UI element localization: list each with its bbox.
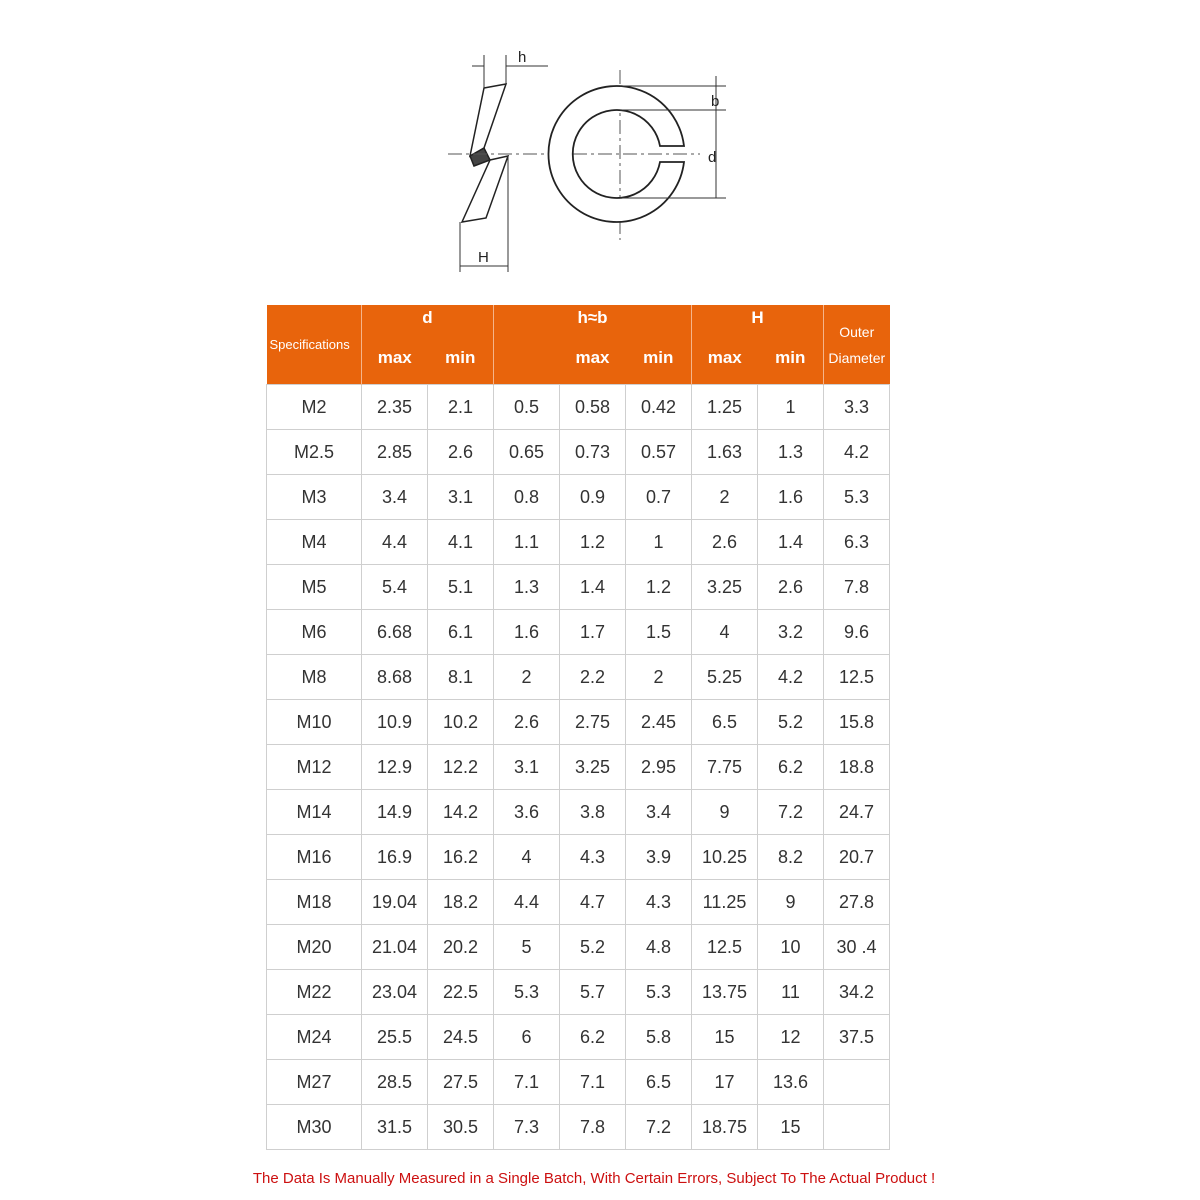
table-cell: 12 (758, 1015, 824, 1060)
table-cell: 7.1 (494, 1060, 560, 1105)
cell-specification: M18 (267, 880, 362, 925)
washer-side-view (462, 84, 508, 222)
table-cell: 8.68 (362, 655, 428, 700)
table-cell: 16.9 (362, 835, 428, 880)
table-cell: 2.45 (626, 700, 692, 745)
table-cell: 7.75 (692, 745, 758, 790)
cell-specification: M2.5 (267, 430, 362, 475)
table-cell: 12.9 (362, 745, 428, 790)
table-cell: 4.2 (824, 430, 890, 475)
table-cell: 5.25 (692, 655, 758, 700)
table-cell: 7.2 (626, 1105, 692, 1150)
table-cell: 8.1 (428, 655, 494, 700)
table-cell: 27.8 (824, 880, 890, 925)
table-cell: 24.5 (428, 1015, 494, 1060)
table-cell: 6.2 (560, 1015, 626, 1060)
cell-specification: M22 (267, 970, 362, 1015)
table-cell: 5.3 (494, 970, 560, 1015)
table-cell: 0.7 (626, 475, 692, 520)
table-cell: 21.04 (362, 925, 428, 970)
table-row (267, 430, 890, 475)
cell-specification: M27 (267, 1060, 362, 1105)
cell-specification: M3 (267, 475, 362, 520)
table-cell: 7.8 (560, 1105, 626, 1150)
table-cell: 3.25 (560, 745, 626, 790)
table-cell: 1.6 (494, 610, 560, 655)
table-row (267, 880, 890, 925)
label-h: h (518, 49, 527, 66)
table-cell: 0.65 (494, 430, 560, 475)
table-row (267, 655, 890, 700)
table-cell: 14.2 (428, 790, 494, 835)
table-cell: 1.63 (692, 430, 758, 475)
table-cell: 1.4 (560, 565, 626, 610)
table-cell: 5.2 (560, 925, 626, 970)
table-cell: 30.5 (428, 1105, 494, 1150)
cell-specification: M30 (267, 1105, 362, 1150)
table-cell: 0.5 (494, 385, 560, 430)
table-cell: 3.1 (428, 475, 494, 520)
cell-specification: M24 (267, 1015, 362, 1060)
table-cell: 0.9 (560, 475, 626, 520)
cell-specification: M16 (267, 835, 362, 880)
table-body (267, 385, 890, 1150)
table-cell: 12.5 (824, 655, 890, 700)
table-cell: 4.1 (428, 520, 494, 565)
table-cell: 2.6 (428, 430, 494, 475)
table-cell: 2.6 (494, 700, 560, 745)
table-cell: 31.5 (362, 1105, 428, 1150)
table-row (267, 1060, 890, 1105)
label-H: H (478, 249, 489, 266)
table-cell: 0.8 (494, 475, 560, 520)
table-cell: 1.1 (494, 520, 560, 565)
table-cell: 1.5 (626, 610, 692, 655)
table-cell: 1.4 (758, 520, 824, 565)
table-cell: 3.4 (626, 790, 692, 835)
table-cell: 13.6 (758, 1060, 824, 1105)
table-cell: 10 (758, 925, 824, 970)
cell-specification: M2 (267, 385, 362, 430)
table-cell: 6.3 (824, 520, 890, 565)
header-hb-blank (494, 331, 560, 385)
table-cell (824, 1105, 890, 1150)
table-row (267, 745, 890, 790)
table-cell: 3.3 (824, 385, 890, 430)
header-d-min: min (428, 331, 494, 385)
table-cell: 13.75 (692, 970, 758, 1015)
table-cell: 19.04 (362, 880, 428, 925)
table-cell: 7.2 (758, 790, 824, 835)
table-cell: 5.3 (824, 475, 890, 520)
table-cell: 37.5 (824, 1015, 890, 1060)
table-row (267, 925, 890, 970)
header-outer-diameter (824, 305, 890, 385)
table-cell: 4.4 (494, 880, 560, 925)
table-cell: 11 (758, 970, 824, 1015)
cell-specification: M8 (267, 655, 362, 700)
table-cell: 1.3 (494, 565, 560, 610)
header-hb-min: min (626, 331, 692, 385)
header-H-max: max (692, 331, 758, 385)
table-cell: 2.95 (626, 745, 692, 790)
table-cell: 2.2 (560, 655, 626, 700)
table-cell: 16.2 (428, 835, 494, 880)
header-outer-line2: Diameter (828, 349, 886, 366)
spring-washer-diagram (0, 0, 1200, 290)
table-cell: 18.2 (428, 880, 494, 925)
table-cell: 3.25 (692, 565, 758, 610)
table-cell: 4.7 (560, 880, 626, 925)
table-cell: 6.1 (428, 610, 494, 655)
cell-specification: M20 (267, 925, 362, 970)
table-cell: 10.2 (428, 700, 494, 745)
table-cell: 18.8 (824, 745, 890, 790)
table-cell: 4.4 (362, 520, 428, 565)
table-row (267, 1015, 890, 1060)
header-specifications: Specifications (267, 305, 362, 385)
table-cell: 9 (692, 790, 758, 835)
cell-specification: M10 (267, 700, 362, 745)
table-cell: 3.8 (560, 790, 626, 835)
table-cell: 34.2 (824, 970, 890, 1015)
table-cell: 0.73 (560, 430, 626, 475)
table-cell: 2 (626, 655, 692, 700)
table-cell: 9.6 (824, 610, 890, 655)
table-cell: 15 (692, 1015, 758, 1060)
table-row (267, 610, 890, 655)
table-cell: 17 (692, 1060, 758, 1105)
table-cell: 3.1 (494, 745, 560, 790)
table-cell: 1 (626, 520, 692, 565)
table-cell: 15 (758, 1105, 824, 1150)
table-row (267, 520, 890, 565)
table-cell: 4.3 (560, 835, 626, 880)
table-cell: 25.5 (362, 1015, 428, 1060)
table-cell: 1.7 (560, 610, 626, 655)
header-H: H (692, 305, 824, 331)
header-hb-max: max (560, 331, 626, 385)
table-cell: 3.6 (494, 790, 560, 835)
table-cell: 15.8 (824, 700, 890, 745)
header-hb: h≈b (494, 305, 692, 331)
label-d: d (708, 149, 717, 166)
table-cell: 4 (692, 610, 758, 655)
table-row (267, 790, 890, 835)
table-cell: 9 (758, 880, 824, 925)
table-cell: 5.1 (428, 565, 494, 610)
table-cell: 1.2 (626, 565, 692, 610)
cell-specification: M5 (267, 565, 362, 610)
cell-specification: M6 (267, 610, 362, 655)
table-cell: 3.2 (758, 610, 824, 655)
table-cell: 6 (494, 1015, 560, 1060)
table-cell: 27.5 (428, 1060, 494, 1105)
table-cell: 5.4 (362, 565, 428, 610)
cell-specification: M12 (267, 745, 362, 790)
table-cell: 0.57 (626, 430, 692, 475)
table-cell: 20.2 (428, 925, 494, 970)
dim-h (472, 55, 548, 88)
table-cell: 6.5 (692, 700, 758, 745)
cell-specification: M14 (267, 790, 362, 835)
table-cell: 2.75 (560, 700, 626, 745)
table-row (267, 835, 890, 880)
label-b: b (711, 93, 720, 110)
table-row (267, 970, 890, 1015)
table-cell: 2 (494, 655, 560, 700)
table-cell: 1.25 (692, 385, 758, 430)
table-cell: 5 (494, 925, 560, 970)
table-cell: 10.9 (362, 700, 428, 745)
table-cell: 8.2 (758, 835, 824, 880)
table-cell: 2.35 (362, 385, 428, 430)
table-cell: 2.85 (362, 430, 428, 475)
table-cell: 23.04 (362, 970, 428, 1015)
cell-specification: M4 (267, 520, 362, 565)
table-cell: 4.8 (626, 925, 692, 970)
table-cell: 2.1 (428, 385, 494, 430)
table-row (267, 385, 890, 430)
table-cell: 2.6 (758, 565, 824, 610)
header-d: d (362, 305, 494, 331)
header-H-min: min (758, 331, 824, 385)
table-cell: 24.7 (824, 790, 890, 835)
table-cell: 7.1 (560, 1060, 626, 1105)
table-cell: 2 (692, 475, 758, 520)
table-row (267, 565, 890, 610)
table-cell: 2.6 (692, 520, 758, 565)
table-row (267, 475, 890, 520)
table-cell: 6.68 (362, 610, 428, 655)
table-cell: 1 (758, 385, 824, 430)
table-cell: 0.42 (626, 385, 692, 430)
table-cell: 4.2 (758, 655, 824, 700)
table-cell: 20.7 (824, 835, 890, 880)
table-cell: 10.25 (692, 835, 758, 880)
table-cell: 0.58 (560, 385, 626, 430)
table-cell: 22.5 (428, 970, 494, 1015)
table-cell: 3.9 (626, 835, 692, 880)
table-row (267, 1105, 890, 1150)
table-cell: 3.4 (362, 475, 428, 520)
header-outer-line1: Outer (839, 323, 875, 340)
table-cell: 28.5 (362, 1060, 428, 1105)
table-cell: 5.2 (758, 700, 824, 745)
header-d-max: max (362, 331, 428, 385)
table-cell: 7.3 (494, 1105, 560, 1150)
measurement-note: The Data Is Manually Measured in a Single Batch, With Certain Errors, Subject To The Actual Product ! (252, 1170, 936, 1187)
table-cell: 1.6 (758, 475, 824, 520)
table-cell (824, 1060, 890, 1105)
table-cell: 18.75 (692, 1105, 758, 1150)
table-cell: 5.8 (626, 1015, 692, 1060)
table-cell: 5.7 (560, 970, 626, 1015)
table-cell: 1.3 (758, 430, 824, 475)
table-cell: 14.9 (362, 790, 428, 835)
table-cell: 5.3 (626, 970, 692, 1015)
table-cell: 12.2 (428, 745, 494, 790)
table-cell: 6.2 (758, 745, 824, 790)
table-cell: 4.3 (626, 880, 692, 925)
table-cell: 4 (494, 835, 560, 880)
spec-table (266, 305, 890, 1150)
table-cell: 11.25 (692, 880, 758, 925)
table-cell: 12.5 (692, 925, 758, 970)
table-row (267, 700, 890, 745)
table-cell: 1.2 (560, 520, 626, 565)
table-cell: 7.8 (824, 565, 890, 610)
table-cell: 6.5 (626, 1060, 692, 1105)
table-cell: 30 .4 (824, 925, 890, 970)
